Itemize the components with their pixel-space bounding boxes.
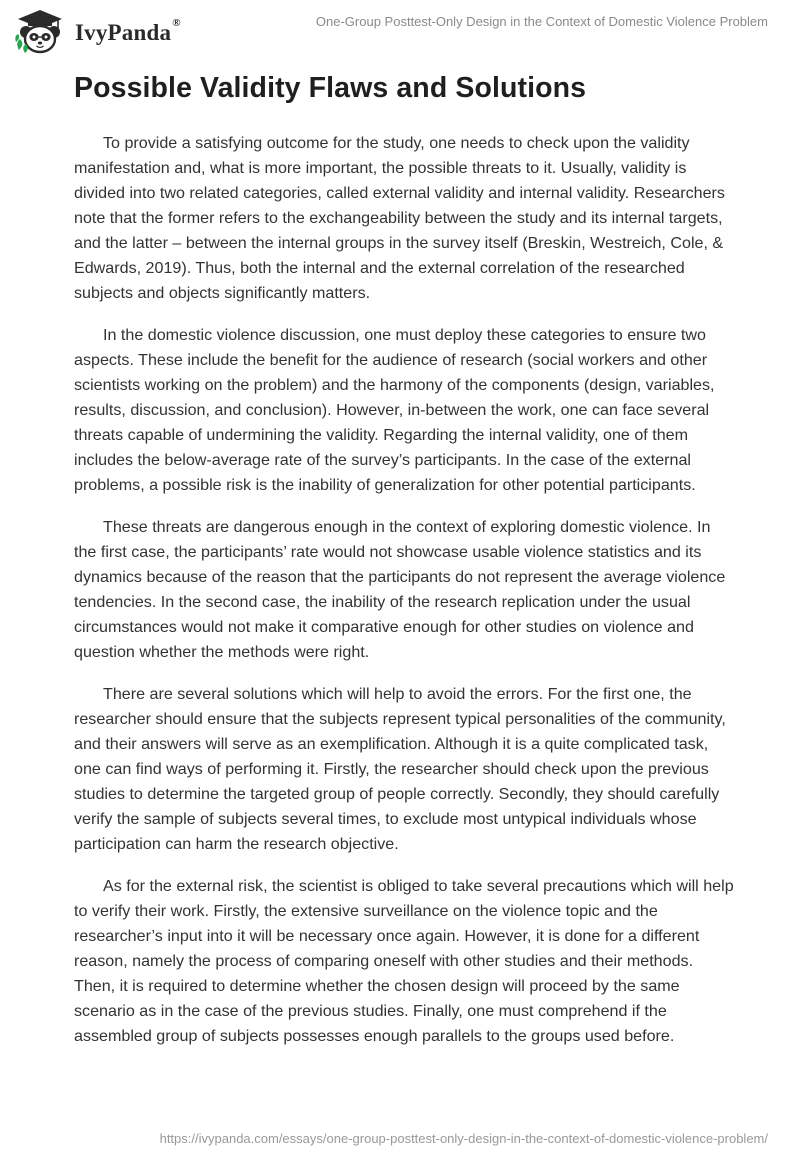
document-title: One-Group Posttest-Only Design in the Context of Domestic Violence Problem: [315, 14, 768, 29]
brand-name: IvyPanda®: [75, 17, 181, 45]
panda-graduate-logo-icon: [14, 8, 66, 54]
paragraph: There are several solutions which will help to avoid the errors. For the first one, the researcher should ensure that the subjects represent typical personalities of the community, and their answers will serve as an exemplification. Although it is a quite complicated task, one can find ways of performing it. Firstly, the researcher should check upon the previous studies to determine the targeted group of people correctly. Secondly, they should carefully verify the sample of subjects several times, to exclude most untypical individuals whose participation can harm the research objective.: [74, 685, 726, 853]
section-heading: Possible Validity Flaws and Solutions: [74, 72, 587, 104]
paragraph: To provide a satisfying outcome for the study, one needs to check upon the validity manifestation and, what is more important, the possible threats to it. Usually, validity is divided into two related categories, called external validity and internal validity. Researchers note that the former refers to the exchangeability between the study and its internal targets, and the latter – between the internal groups in the survey itself (Breskin, Westreich, Cole, & Edwards, 2019). Thus, both the internal and the external correlation of the researched subjects and objects significantly matters.: [74, 134, 725, 302]
source-url-link[interactable]: https://ivypanda.com/essays/one-group-posttest-only-design-in-the-context-of-domestic-violence-problem/: [159, 1131, 768, 1146]
page-header: [0, 0, 800, 60]
paragraph: These threats are dangerous enough in the context of exploring domestic violence. In the first case, the participants’ rate would not showcase usable violence statistics and its dynamics because of the reason that the participants do not represent the average violence tendencies. In the second case, the inability of the research replication under the usual circumstances would not make it comparative enough for other studies on violence and question whether the methods were right.: [74, 518, 726, 661]
paragraph: As for the external risk, the scientist is obliged to take several precautions which will help to verify their work. Firstly, the extensive surveillance on the violence topic and the researcher’s input into it will be necessary once again. However, it is done for a different reason, namely the process of comparing oneself with other studies and their methods. Then, it is required to determine whether the chosen design will proceed by the same scenario as in the case of the previous studies. Finally, one must comprehend if the assembled group of subjects possesses enough parallels to the groups used before.: [74, 877, 734, 1045]
article-body: [74, 131, 736, 1066]
paragraph: In the domestic violence discussion, one must deploy these categories to ensure two aspects. These include the benefit for the audience of research (social workers and other scientists working on the problem) and the harmony of the components (design, variables, results, discussion, and conclusion). However, in-between the work, one can face several threats capable of undermining the validity. Regarding the internal validity, one of them includes the below-average rate of the survey’s participants. In the case of the external problems, a possible risk is the inability of generalization for other potential participants.: [74, 326, 715, 494]
